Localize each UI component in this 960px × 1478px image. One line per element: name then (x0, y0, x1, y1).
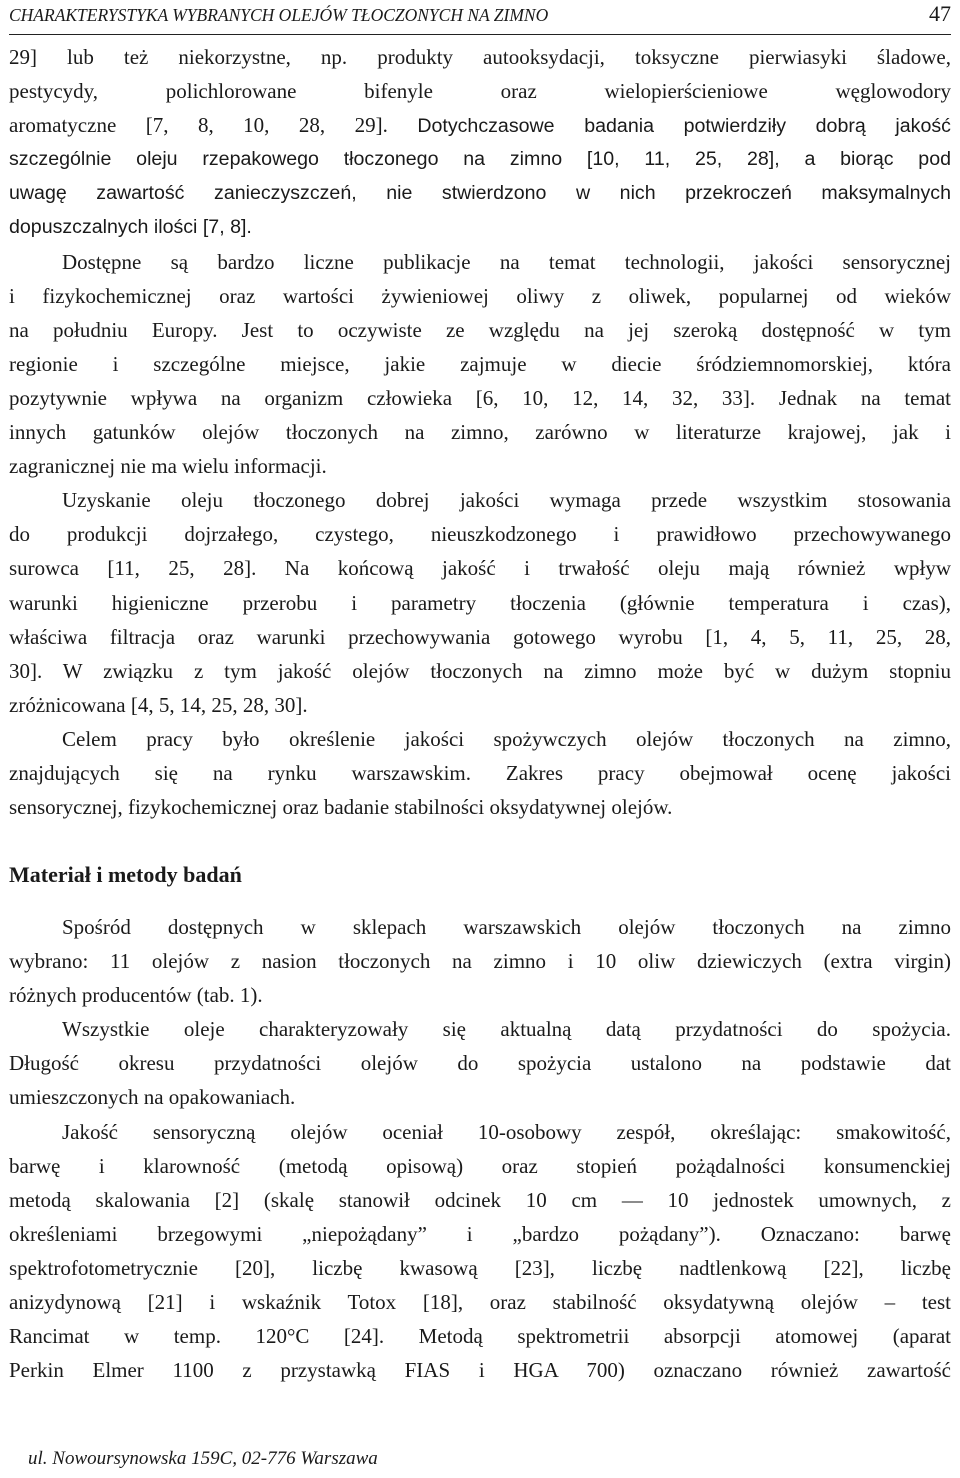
text-line: pestycydy, polichlorowane bifenyle oraz wielopierścieniowe węglowodory (9, 79, 951, 104)
text-line: umieszczonych na opakowaniach. (9, 1085, 296, 1110)
text-line: znajdujących się na rynku warszawskim. Zakres pracy obejmował ocenę jakości (9, 760, 951, 785)
text-line: pozytywnie wpływa na organizm człowieka [6, 10, 12, 14, 32, 33]. Jednak na temat (9, 385, 951, 410)
text-line: spektrofotometrycznie [20], liczbę kwasową [23], liczbę nadtlenkową [22], liczbę (9, 1255, 951, 1280)
text-line: Celem pracy było określenie jakości spożywczych olejów tłoczonych na zimno, (62, 726, 951, 751)
text-line: zróżnicowana [4, 5, 14, 25, 28, 30]. (9, 692, 308, 717)
text-line: do produkcji dojrzałego, czystego, nieuszkodzonego i prawidłowo przechowywanego (9, 522, 951, 547)
text-line: Perkin Elmer 1100 z przystawką FIAS i HGA 700) oznaczano również zawartość (9, 1358, 951, 1383)
text-line: Dostępne są bardzo liczne publikacje na temat technologii, jakości sensorycznej (62, 249, 951, 274)
text-line: aromatyczne [7, 8, 10, 28, 29]. Dotychczasowe badania potwierdziły dobrą jakość (9, 113, 951, 138)
text-line: innych gatunków olejów tłoczonych na zimno, zarówno w literaturze krajowej, jak i (9, 420, 951, 445)
text-line: uwagę zawartość zanieczyszczeń, nie stwierdzono w nich przekroczeń maksymalnych (9, 182, 951, 205)
text-line: 30]. W związku z tym jakość olejów tłoczonych na zimno może być w dużym stopniu (9, 658, 951, 683)
text-line: różnych producentów (tab. 1). (9, 983, 263, 1008)
text-line: właściwa filtracja oraz warunki przechowywania gotowego wyrobu [1, 4, 5, 11, 25, 28, (9, 624, 951, 649)
text-line: metodą skalowania [2] (skalę stanowił odcinek 10 cm — 10 jednostek umownych, z (9, 1187, 951, 1212)
text-line: warunki higieniczne przerobu i parametry tłoczenia (głównie temperatura i czas), (9, 590, 951, 615)
running-title: CHARAKTERYSTYKA WYBRANYCH OLEJÓW TŁOCZONYCH NA ZIMNO (9, 5, 549, 25)
text-line: surowca [11, 25, 28]. Na końcową jakość i trwałość oleju mają również wpływ (9, 556, 951, 581)
text-line: Jakość sensoryczną olejów oceniał 10-osobowy zespół, określając: smakowitość, (62, 1119, 951, 1144)
text-line: sensorycznej, fizykochemicznej oraz badanie stabilności oksydatywnej olejów. (9, 795, 673, 820)
text-line: Spośród dostępnych w sklepach warszawskich olejów tłoczonych na zimno (62, 915, 951, 939)
page-number: 47 (929, 1, 951, 26)
section-heading: Materiał i metody badań (9, 862, 242, 887)
text-line: regionie i szczególne miejsce, jakie zajmuje w diecie śródziemnomorskiej, która (9, 351, 951, 376)
footnote: ul. Nowoursynowska 159C, 02-776 Warszawa (28, 1448, 378, 1469)
text-line: określeniami brzegowymi „niepożądany” i „bardzo pożądany”). Oznaczano: barwę (9, 1221, 951, 1246)
sans-serif-span: Dotychczasowe badania potwierdziły dobrą jakość (417, 115, 951, 138)
text-line: i fizykochemicznej oraz wartości żywieniowej oliwy z oliwek, popularnej od wieków (9, 283, 951, 308)
text-line: Rancimat w temp. 120°C [24]. Metodą spektrometrii absorpcji atomowej (aparat (9, 1324, 951, 1349)
text-line: dopuszczalnych ilości [7, 8]. (9, 216, 252, 239)
text-line: Wszystkie oleje charakteryzowały się aktualną datą przydatności do spożycia. (62, 1017, 951, 1042)
text-line: na południu Europy. Jest to oczywiste ze względu na jej szeroką dostępność w tym (9, 317, 951, 342)
text-line: zagranicznej nie ma wielu informacji. (9, 454, 327, 479)
text-line: 29] lub też niekorzystne, np. produkty autooksydacji, toksyczne pierwiasyki śladowe, (9, 45, 951, 69)
text-line: barwę i klarowność (metodą opisową) oraz stopień pożądalności konsumenckiej (9, 1153, 951, 1178)
text-line: anizydynową [21] i wskaźnik Totox [18], oraz stabilność oksydatywną olejów – test (9, 1290, 951, 1315)
text-line: Uzyskanie oleju tłoczonego dobrej jakości wymaga przede wszystkim stosowania (62, 488, 951, 513)
body-text-block (9, 40, 951, 824)
text-line: wybrano: 11 olejów z nasion tłoczonych na zimno i 10 oliw dziewiczych (extra virgin) (9, 949, 951, 974)
text-line: szczególnie oleju rzepakowego tłoczonego na zimno [10, 11, 25, 28], a biorąc pod (9, 148, 951, 171)
text-line: Długość okresu przydatności olejów do spożycia ustalono na podstawie dat (9, 1051, 951, 1076)
methods-text-block (9, 910, 951, 1387)
running-header (9, 0, 951, 35)
